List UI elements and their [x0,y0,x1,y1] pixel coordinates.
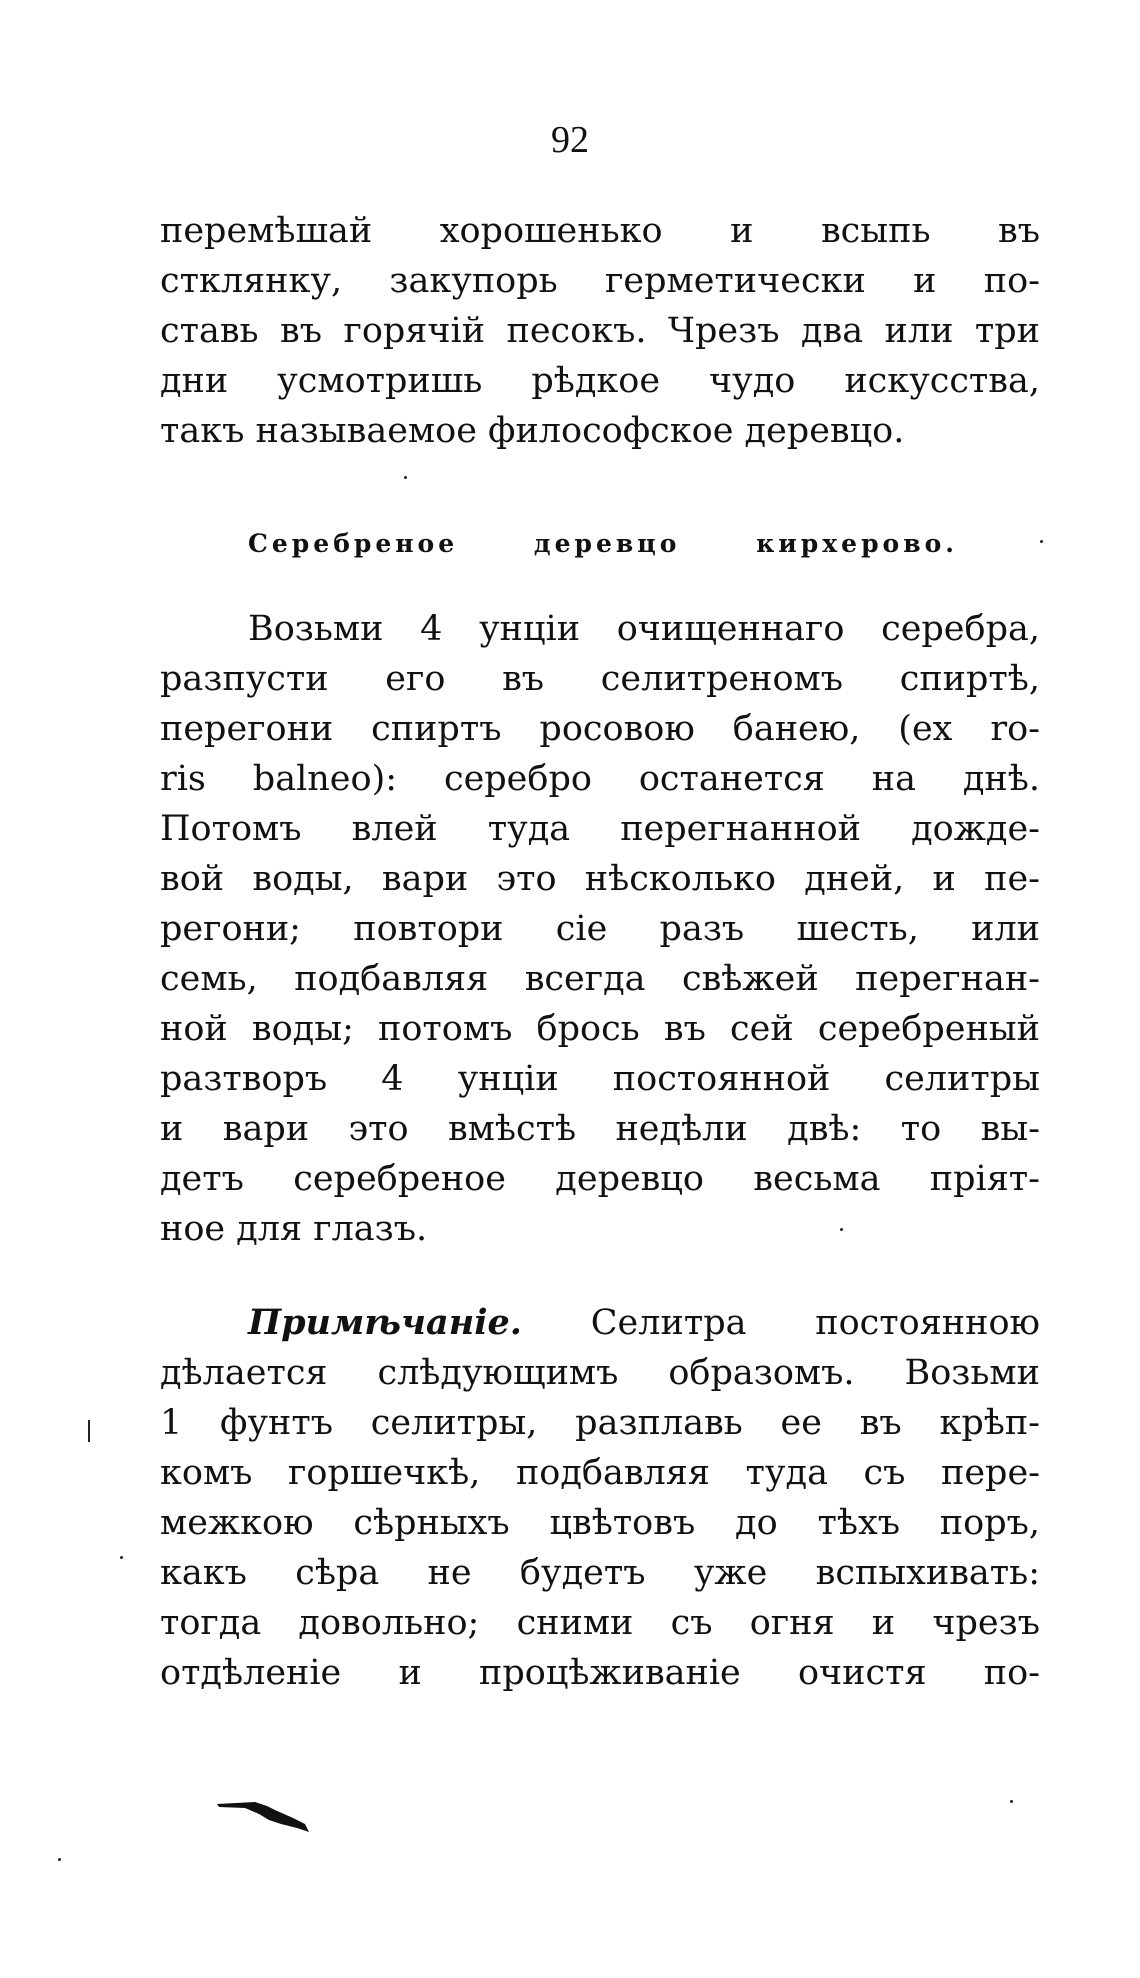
scan-mark [88,1420,90,1442]
scan-speck [840,1228,843,1231]
text-line: комъ горшечкѣ, подбавляя туда съ пере- [160,1453,1040,1493]
text-line: регони; повтори сіе разъ шесть, или [160,909,1040,949]
text-line: Возьми 4 унціи очищеннаго серебра, [248,609,1040,649]
note-label: Примѣчаніе. [248,1302,522,1343]
scan-speck [1040,540,1043,543]
text-line: какъ сѣра не будетъ уже вспыхивать: [160,1553,1040,1593]
text-line: стклянку, закупорь герметически и по- [160,261,1040,301]
text-line: ris balneo): серебро останется на днѣ. [160,759,1040,799]
note-first-line-text: Селитра постоянною [590,1303,1040,1343]
text-line: межкою сѣрныхъ цвѣтовъ до тѣхъ поръ, [160,1503,1040,1543]
ink-blot-icon [215,1798,315,1834]
text-line: детъ серебреное деревцо весьма пріят- [160,1159,1040,1199]
text-line: перегони спиртъ росовою банею, (ex ro- [160,709,1040,749]
scan-speck [120,1556,123,1559]
text-line: тогда довольно; сними съ огня и чрезъ [160,1603,1040,1643]
text-line: Потомъ влей туда перегнанной дожде- [160,809,1040,849]
text-line: ставь въ горячій песокъ. Чрезъ два или три [160,311,1040,351]
text-line: семь, подбавляя всегда свѣжей перегнан- [160,959,1040,999]
text-line: разтворъ 4 унціи постоянной селитры [160,1059,1040,1099]
text-line: такъ называемое философское деревцо. [160,411,905,451]
text-line: разпусти его въ селитреномъ спиртѣ, [160,659,1040,699]
note-first-line [248,1298,1040,1348]
scan-speck [404,476,407,479]
text-line: дѣлается слѣдующимъ образомъ. Возьми [160,1353,1040,1393]
scan-speck [1010,1800,1013,1803]
text-line: 1 фунтъ селитры, разплавь ее въ крѣп- [160,1403,1040,1443]
text-line: ной воды; потомъ брось въ сей серебреный [160,1009,1040,1049]
text-line: и вари это вмѣстѣ недѣли двѣ: то вы- [160,1109,1040,1149]
text-line: ное для глазъ. [160,1209,428,1249]
text-line: вой воды, вари это нѣсколько дней, и пе- [160,859,1040,899]
scan-speck [58,1858,61,1861]
section-heading: Серебреное деревцо кирхерово. [248,529,958,558]
text-line: перемѣшай хорошенько и всыпь въ [160,211,1040,251]
page-number: 92 [551,119,589,161]
text-line: отдѣленіе и процѣживаніе очистя по- [160,1653,1040,1693]
text-line: дни усмотришь рѣдкое чудо искусства, [160,361,1040,401]
